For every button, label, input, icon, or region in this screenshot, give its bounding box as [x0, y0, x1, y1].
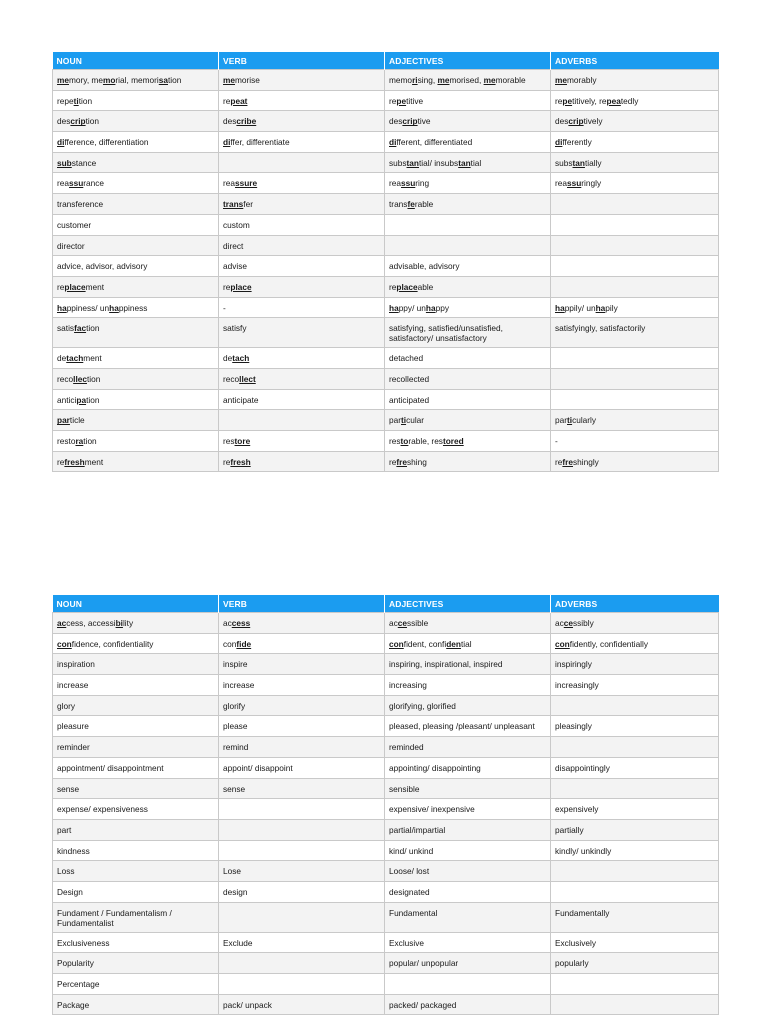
adjectives-cell: particular [385, 410, 551, 431]
adverbs-cell: kindly/ unkindly [551, 840, 719, 861]
verb-cell: refresh [219, 451, 385, 472]
adjectives-cell: inspiring, inspirational, inspired [385, 654, 551, 675]
adjectives-cell: glorifying, glorified [385, 695, 551, 716]
table-row [53, 819, 719, 840]
adverbs-cell [551, 235, 719, 256]
adverbs-cell [551, 368, 719, 389]
noun-cell: Fundament / Fundamentalism / Fundamentalist [53, 902, 219, 932]
table-row [53, 235, 719, 256]
adverbs-cell: Fundamentally [551, 902, 719, 932]
table-body [53, 613, 719, 1015]
verb-cell: pack/ unpack [219, 994, 385, 1015]
adjectives-cell [385, 974, 551, 995]
table-row [53, 737, 719, 758]
header-verb: VERB [219, 595, 385, 613]
adjectives-cell: pleased, pleasing /pleasant/ unpleasant [385, 716, 551, 737]
adverbs-cell [551, 256, 719, 277]
verb-cell: remind [219, 737, 385, 758]
noun-cell: part [53, 819, 219, 840]
verb-cell: Lose [219, 861, 385, 882]
table-row [53, 840, 719, 861]
table-row [53, 256, 719, 277]
table-row [53, 173, 719, 194]
adverbs-cell [551, 861, 719, 882]
table-row [53, 276, 719, 297]
table-row [53, 953, 719, 974]
verb-cell: sense [219, 778, 385, 799]
verb-cell [219, 953, 385, 974]
verb-cell: Exclude [219, 932, 385, 953]
noun-cell: advice, advisor, advisory [53, 256, 219, 277]
adjectives-cell: Exclusive [385, 932, 551, 953]
noun-cell: satisfaction [53, 318, 219, 348]
adjectives-cell: happy/ unhappy [385, 297, 551, 318]
verb-cell [219, 410, 385, 431]
adjectives-cell [385, 235, 551, 256]
verb-cell: appoint/ disappoint [219, 757, 385, 778]
noun-cell: Percentage [53, 974, 219, 995]
noun-cell: director [53, 235, 219, 256]
adverbs-cell: Exclusively [551, 932, 719, 953]
table-row [53, 778, 719, 799]
noun-cell: Exclusiveness [53, 932, 219, 953]
noun-cell: pleasure [53, 716, 219, 737]
adverbs-cell [551, 194, 719, 215]
table-row [53, 70, 719, 91]
adverbs-cell: memorably [551, 70, 719, 91]
adjectives-cell: accessible [385, 613, 551, 634]
noun-cell: expense/ expensiveness [53, 799, 219, 820]
table-row [53, 410, 719, 431]
verb-cell: - [219, 297, 385, 318]
verb-cell: custom [219, 214, 385, 235]
table-row [53, 132, 719, 153]
adverbs-cell [551, 994, 719, 1015]
adverbs-cell: confidently, confidentially [551, 633, 719, 654]
noun-cell: access, accessibility [53, 613, 219, 634]
header-adjectives: ADJECTIVES [385, 595, 551, 613]
adjectives-cell: Fundamental [385, 902, 551, 932]
verb-cell: replace [219, 276, 385, 297]
adverbs-cell [551, 881, 719, 902]
noun-cell: memory, memorial, memorisation [53, 70, 219, 91]
adjectives-cell: memorising, memorised, memorable [385, 70, 551, 91]
noun-cell: glory [53, 695, 219, 716]
adjectives-cell: anticipated [385, 389, 551, 410]
adverbs-cell: repetitively, repeatedly [551, 90, 719, 111]
noun-cell: appointment/ disappointment [53, 757, 219, 778]
verb-cell: repeat [219, 90, 385, 111]
word-forms-table-1 [52, 52, 719, 472]
noun-cell: kindness [53, 840, 219, 861]
adjectives-cell: appointing/ disappointing [385, 757, 551, 778]
table-row [53, 389, 719, 410]
noun-cell: Design [53, 881, 219, 902]
header-row [53, 595, 719, 613]
verb-cell [219, 840, 385, 861]
header-noun: NOUN [53, 52, 219, 70]
word-forms-table-2 [52, 595, 719, 1015]
verb-cell: advise [219, 256, 385, 277]
adverbs-cell: popularly [551, 953, 719, 974]
adjectives-cell: refreshing [385, 451, 551, 472]
adverbs-cell: differently [551, 132, 719, 153]
adverbs-cell: pleasingly [551, 716, 719, 737]
adverbs-cell: accessibly [551, 613, 719, 634]
adjectives-cell: Loose/ lost [385, 861, 551, 882]
verb-cell: recollect [219, 368, 385, 389]
adjectives-cell: designated [385, 881, 551, 902]
adverbs-cell: inspiringly [551, 654, 719, 675]
adverbs-cell [551, 214, 719, 235]
adverbs-cell: descriptively [551, 111, 719, 132]
adverbs-cell: increasingly [551, 675, 719, 696]
adjectives-cell: increasing [385, 675, 551, 696]
adverbs-cell [551, 695, 719, 716]
adverbs-cell [551, 974, 719, 995]
noun-cell: description [53, 111, 219, 132]
noun-cell: reassurance [53, 173, 219, 194]
adjectives-cell [385, 214, 551, 235]
verb-cell [219, 974, 385, 995]
noun-cell: substance [53, 152, 219, 173]
noun-cell: anticipation [53, 389, 219, 410]
table-row [53, 348, 719, 369]
adjectives-cell: kind/ unkind [385, 840, 551, 861]
verb-cell: design [219, 881, 385, 902]
adjectives-cell: replaceable [385, 276, 551, 297]
noun-cell: increase [53, 675, 219, 696]
verb-cell: access [219, 613, 385, 634]
table-row [53, 716, 719, 737]
verb-cell: describe [219, 111, 385, 132]
noun-cell: particle [53, 410, 219, 431]
table-row [53, 932, 719, 953]
adverbs-cell: happily/ unhapily [551, 297, 719, 318]
table-row [53, 111, 719, 132]
noun-cell: restoration [53, 431, 219, 452]
adjectives-cell: transferable [385, 194, 551, 215]
adjectives-cell: different, differentiated [385, 132, 551, 153]
adverbs-cell [551, 778, 719, 799]
header-adverbs: ADVERBS [551, 595, 719, 613]
adverbs-cell: refreshingly [551, 451, 719, 472]
table-row [53, 194, 719, 215]
table-row [53, 152, 719, 173]
noun-cell: happiness/ unhappiness [53, 297, 219, 318]
table-row [53, 654, 719, 675]
header-noun: NOUN [53, 595, 219, 613]
table-row [53, 799, 719, 820]
noun-cell: replacement [53, 276, 219, 297]
adjectives-cell: packed/ packaged [385, 994, 551, 1015]
noun-cell: sense [53, 778, 219, 799]
noun-cell: transference [53, 194, 219, 215]
verb-cell: differ, differentiate [219, 132, 385, 153]
noun-cell: Loss [53, 861, 219, 882]
adjectives-cell: sensible [385, 778, 551, 799]
header-verb: VERB [219, 52, 385, 70]
verb-cell: satisfy [219, 318, 385, 348]
table-row [53, 318, 719, 348]
adverbs-cell [551, 276, 719, 297]
adjectives-cell: reassuring [385, 173, 551, 194]
noun-cell: reminder [53, 737, 219, 758]
verb-cell: transfer [219, 194, 385, 215]
table-row [53, 695, 719, 716]
verb-cell: glorify [219, 695, 385, 716]
noun-cell: refreshment [53, 451, 219, 472]
verb-cell: inspire [219, 654, 385, 675]
verb-cell: confide [219, 633, 385, 654]
table-row [53, 613, 719, 634]
adjectives-cell: advisable, advisory [385, 256, 551, 277]
noun-cell: Package [53, 994, 219, 1015]
verb-cell [219, 902, 385, 932]
adjectives-cell: satisfying, satisfied/unsatisfied, satisfactory/ unsatisfactory [385, 318, 551, 348]
adverbs-cell: satisfyingly, satisfactorily [551, 318, 719, 348]
adverbs-cell [551, 348, 719, 369]
header-row [53, 52, 719, 70]
table-row [53, 974, 719, 995]
adverbs-cell: particularly [551, 410, 719, 431]
adjectives-cell: substantial/ insubstantial [385, 152, 551, 173]
verb-cell: detach [219, 348, 385, 369]
adjectives-cell: recollected [385, 368, 551, 389]
table-row [53, 861, 719, 882]
verb-cell [219, 819, 385, 840]
noun-cell: detachment [53, 348, 219, 369]
verb-cell [219, 799, 385, 820]
noun-cell: difference, differentiation [53, 132, 219, 153]
table-row [53, 90, 719, 111]
adjectives-cell: reminded [385, 737, 551, 758]
table-row [53, 994, 719, 1015]
table-row [53, 675, 719, 696]
adverbs-cell: expensively [551, 799, 719, 820]
table-body [53, 70, 719, 472]
verb-cell: direct [219, 235, 385, 256]
noun-cell: inspiration [53, 654, 219, 675]
verb-cell: please [219, 716, 385, 737]
adverbs-cell [551, 737, 719, 758]
adjectives-cell: detached [385, 348, 551, 369]
table-row [53, 297, 719, 318]
verb-cell: anticipate [219, 389, 385, 410]
noun-cell: confidence, confidentiality [53, 633, 219, 654]
noun-cell: Popularity [53, 953, 219, 974]
noun-cell: customer [53, 214, 219, 235]
header-adjectives: ADJECTIVES [385, 52, 551, 70]
noun-cell: repetition [53, 90, 219, 111]
verb-cell: memorise [219, 70, 385, 91]
table-row [53, 451, 719, 472]
table-row [53, 214, 719, 235]
adverbs-cell [551, 389, 719, 410]
adjectives-cell: expensive/ inexpensive [385, 799, 551, 820]
table-row [53, 902, 719, 932]
noun-cell: recollection [53, 368, 219, 389]
adjectives-cell: partial/impartial [385, 819, 551, 840]
adjectives-cell: repetitive [385, 90, 551, 111]
adjectives-cell: descriptive [385, 111, 551, 132]
verb-cell: restore [219, 431, 385, 452]
adverbs-cell: reassuringly [551, 173, 719, 194]
adverbs-cell: - [551, 431, 719, 452]
adverbs-cell: substantially [551, 152, 719, 173]
verb-cell: increase [219, 675, 385, 696]
adjectives-cell: restorable, restored [385, 431, 551, 452]
verb-cell [219, 152, 385, 173]
verb-cell: reassure [219, 173, 385, 194]
table-row [53, 431, 719, 452]
table-row [53, 757, 719, 778]
table-row [53, 633, 719, 654]
header-adverbs: ADVERBS [551, 52, 719, 70]
adjectives-cell: popular/ unpopular [385, 953, 551, 974]
table-row [53, 881, 719, 902]
adjectives-cell: confident, confidential [385, 633, 551, 654]
adverbs-cell: partially [551, 819, 719, 840]
table-row [53, 368, 719, 389]
adverbs-cell: disappointingly [551, 757, 719, 778]
